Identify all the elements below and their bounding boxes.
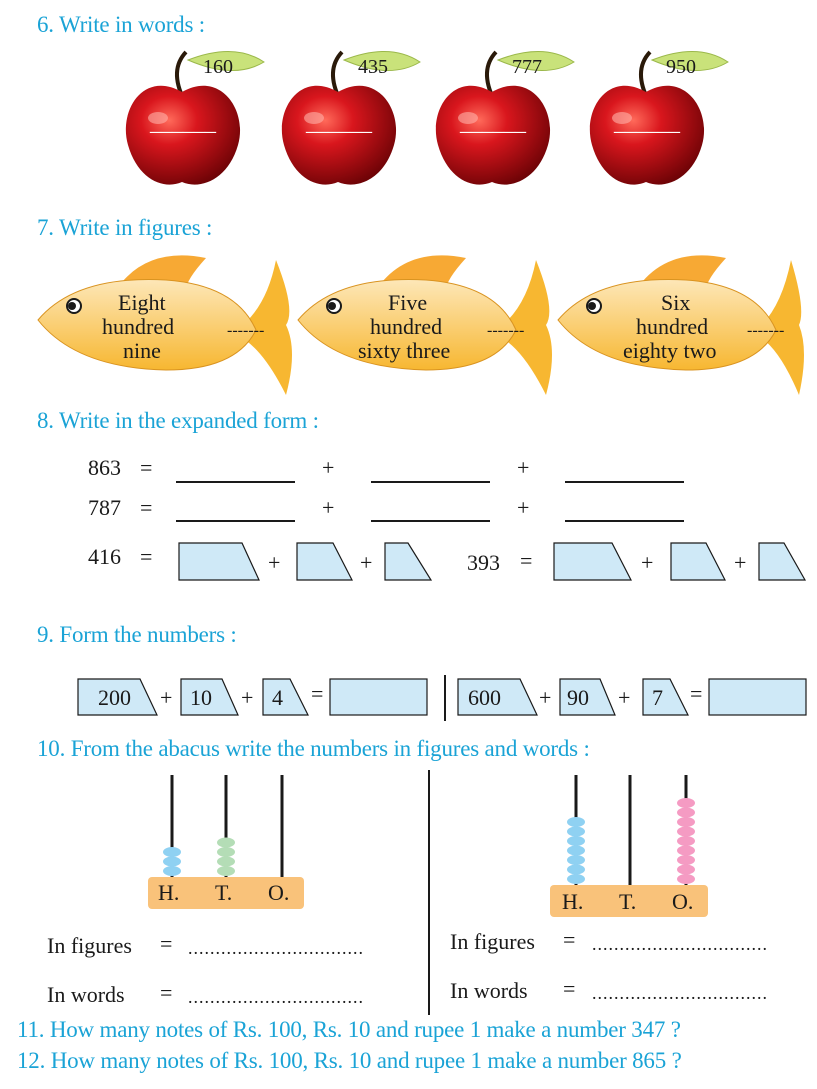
abacus-right-bead [567,836,585,846]
abacus-left-bead [163,857,181,867]
abacus-left-bead [163,847,181,857]
q9-right-answer-box [709,679,806,715]
abacus-right-label-o: O. [672,889,694,914]
q8-box-416-hundreds [179,543,259,580]
fish-1-line2: hundred [102,314,175,339]
left-figures-answer[interactable]: ................................ [188,938,364,958]
abacus-right-label-t: T. [619,889,637,914]
q8-box-393-tens [671,543,725,580]
apple-number-3: 777 [512,56,542,78]
left-words-answer[interactable]: ................................ [188,987,364,1007]
abacus-left-bead [217,866,235,876]
abacus-right-bead [567,865,585,875]
q8-row1-plus2: + [517,455,530,480]
q10-heading: 10. From the abacus write the numbers in figures and words : [37,736,590,761]
abacus-right-bead [567,855,585,865]
q8-box-416-ones [385,543,431,580]
abacus-right-bead [677,817,695,827]
q8-row2-blank2[interactable] [371,520,490,522]
q9-left-answer-box [330,679,427,715]
right-figures-eq: = [563,927,576,952]
q8-box-393-ones [759,543,805,580]
fish-3-line2: hundred [636,314,709,339]
q9-left-eq: = [311,681,324,706]
left-words-eq: = [160,980,173,1005]
right-words-answer[interactable]: ................................ [592,983,768,1003]
fish-1-line3: nine [123,338,161,363]
left-figures-eq: = [160,931,173,956]
q6-heading: 6. Write in words : [37,12,205,37]
q8-row2-plus2: + [517,495,530,520]
q8-row1-plus1: + [322,455,335,480]
q9-heading: 9. Form the numbers : [37,622,237,647]
q8-heading: 8. Write in the expanded form : [37,408,319,433]
fish-1-line1: Eight [118,290,166,315]
q8-row3-plus1: + [268,550,281,575]
q8-box-393-hundreds [554,543,631,580]
fish-3-line1: Six [661,290,691,315]
abacus-right-bead [677,836,695,846]
apple-blank-3[interactable]: ______ [460,110,526,135]
abacus-right-bead [677,808,695,818]
apple-number-4: 950 [666,56,696,78]
q8-row3-equals: = [140,544,153,569]
q9-left-plus2: + [241,685,254,710]
q7-heading: 7. Write in figures : [37,215,213,240]
q8-row1-blank1[interactable] [176,481,295,483]
abacus-right-bead [677,874,695,884]
abacus-left-label-o: O. [268,880,290,905]
abacus-right-bead [567,817,585,827]
abacus-left-bead [217,838,235,848]
q9-right-plus1: + [539,685,552,710]
q9-right-eq: = [690,681,703,706]
q12-question: 12. How many notes of Rs. 100, Rs. 10 and rupee 1 make a number 865 ? [17,1048,682,1073]
abacus-right-bead [677,865,695,875]
q8-row3-plus2: + [360,550,373,575]
apple-blank-4[interactable]: ______ [614,110,680,135]
q11-question: 11. How many notes of Rs. 100, Rs. 10 and rupee 1 make a number 347 ? [17,1017,681,1042]
q8-row1-blank3[interactable] [565,481,684,483]
abacus-left-label-h: H. [158,880,180,905]
abacus-left-bead [217,847,235,857]
q8-row2-equals: = [140,495,153,520]
apple-blank-1[interactable]: ______ [150,110,216,135]
q8-box-416-tens [297,543,352,580]
right-words-eq: = [563,976,576,1001]
abacus-right-bead [567,874,585,884]
right-figures-label: In figures [450,929,535,954]
q9-right-box-c [643,679,688,715]
q8-row1-number: 863 [88,455,121,480]
abacus-right-bead [567,846,585,856]
abacus-right-bead [677,798,695,808]
q9-right-plus2: + [618,685,631,710]
q8-row2-blank1[interactable] [176,520,295,522]
q8-row4-plus1: + [641,550,654,575]
q8-row3-number: 416 [88,544,121,569]
q8-row4-equals: = [520,548,533,573]
fish-3-blank[interactable]: ------- [747,322,785,339]
q8-row4-number: 393 [467,550,500,575]
q8-boxes [0,540,817,585]
q8-row2-number: 787 [88,495,121,520]
apple-blank-2[interactable]: ______ [306,110,372,135]
fish-3-line3: eighty two [623,338,717,363]
fish-2-blank[interactable]: ------- [487,322,525,339]
q9-left-b: 10 [190,685,212,710]
left-figures-label: In figures [47,933,132,958]
abacus-right-bead [677,855,695,865]
fish-1-blank[interactable]: ------- [227,322,265,339]
abacus-right-bead [567,827,585,837]
q8-row2-plus1: + [322,495,335,520]
q8-row4-plus2: + [734,550,747,575]
abacus-right-label-h: H. [562,889,584,914]
fish-2-line2: hundred [370,314,443,339]
q9-right-a: 600 [468,685,501,710]
abacus-left-bead [163,866,181,876]
left-words-label: In words [47,982,125,1007]
abacus-left-bead [217,857,235,867]
q9-left-c: 4 [272,685,283,710]
q9-left-plus1: + [160,685,173,710]
q9-right-b: 90 [567,685,589,710]
right-words-label: In words [450,978,528,1003]
right-figures-answer[interactable]: ................................ [592,934,768,954]
fish-2-line3: sixty three [358,338,451,363]
apple-number-2: 435 [358,56,388,78]
q8-row2-blank3[interactable] [565,520,684,522]
q9-left-box-c [263,679,308,715]
apple-number-1: 160 [203,56,233,78]
abacus-right-bead [677,846,695,856]
fish-2-line1: Five [388,290,428,315]
abacus-right-bead [677,827,695,837]
q9-right-c: 7 [652,685,663,710]
q9-left-a: 200 [98,685,131,710]
q8-row1-blank2[interactable] [371,481,490,483]
abacus-left-label-t: T. [215,880,233,905]
q8-row1-equals: = [140,455,153,480]
